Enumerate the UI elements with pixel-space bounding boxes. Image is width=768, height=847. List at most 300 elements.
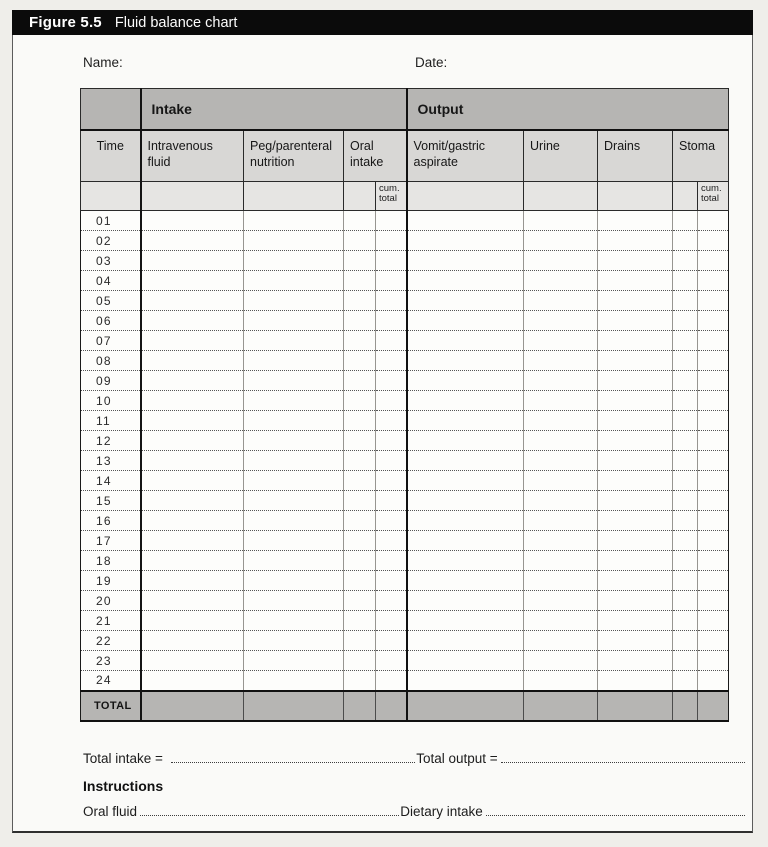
entry-cell-drains bbox=[598, 211, 673, 231]
entry-cell-stoma-cum-total bbox=[698, 411, 729, 431]
time-row bbox=[81, 371, 729, 391]
dietary-intake-fill-line bbox=[486, 815, 745, 816]
entry-cell-drains bbox=[598, 531, 673, 551]
entry-cell-peg bbox=[244, 611, 344, 631]
figure-content bbox=[12, 35, 753, 833]
entry-cell-intravenous bbox=[141, 491, 244, 511]
entry-cell-stoma-cum-total bbox=[698, 551, 729, 571]
entry-cell-vomit bbox=[407, 231, 524, 251]
figure-titlebar bbox=[12, 10, 753, 35]
entry-cell-drains bbox=[598, 411, 673, 431]
instructions-heading: Instructions bbox=[83, 777, 164, 794]
entry-cell-oral bbox=[344, 471, 376, 491]
totals-line bbox=[83, 751, 746, 766]
entry-cell-stoma-cum-total bbox=[698, 571, 729, 591]
oral-cum-total-label: cum. total bbox=[376, 182, 407, 211]
entry-cell-oral-cum-total bbox=[376, 371, 407, 391]
entry-cell-stoma-cum-total bbox=[698, 211, 729, 231]
entry-cell-vomit bbox=[407, 511, 524, 531]
entry-cell-drains bbox=[598, 271, 673, 291]
entry-cell-stoma bbox=[673, 591, 698, 611]
time-cell: 10 bbox=[81, 391, 141, 411]
entry-cell-intravenous bbox=[141, 211, 244, 231]
intake-group-header: Intake bbox=[141, 89, 407, 130]
entry-cell-vomit bbox=[407, 211, 524, 231]
entry-cell-oral bbox=[344, 311, 376, 331]
entry-cell-drains bbox=[598, 631, 673, 651]
entry-cell-stoma bbox=[673, 351, 698, 371]
entry-cell-intravenous bbox=[141, 411, 244, 431]
entry-cell-drains bbox=[598, 471, 673, 491]
entry-cell-peg bbox=[244, 311, 344, 331]
entry-cell-stoma-cum-total bbox=[698, 291, 729, 311]
entry-cell-oral bbox=[344, 611, 376, 631]
entry-cell-oral-cum-total bbox=[376, 271, 407, 291]
total-cell-stoma bbox=[673, 691, 698, 721]
entry-cell-intravenous bbox=[141, 391, 244, 411]
entry-cell-oral-cum-total bbox=[376, 211, 407, 231]
total-label: TOTAL bbox=[81, 691, 141, 721]
entry-cell-stoma bbox=[673, 291, 698, 311]
time-row bbox=[81, 331, 729, 351]
time-row bbox=[81, 511, 729, 531]
entry-cell-vomit bbox=[407, 471, 524, 491]
entry-cell-urine bbox=[524, 571, 598, 591]
entry-cell-intravenous bbox=[141, 591, 244, 611]
entry-cell-vomit bbox=[407, 491, 524, 511]
entry-cell-urine bbox=[524, 351, 598, 371]
entry-cell-peg bbox=[244, 211, 344, 231]
col-header-vomit-gastric-aspirate: Vomit/gastric aspirate bbox=[407, 130, 524, 182]
time-row bbox=[81, 591, 729, 611]
entry-cell-oral bbox=[344, 491, 376, 511]
entry-cell-stoma bbox=[673, 571, 698, 591]
entry-cell-drains bbox=[598, 311, 673, 331]
entry-cell-urine bbox=[524, 211, 598, 231]
entry-cell-stoma-cum-total bbox=[698, 251, 729, 271]
entry-cell-stoma-cum-total bbox=[698, 271, 729, 291]
time-cell: 23 bbox=[81, 651, 141, 671]
entry-cell-urine bbox=[524, 611, 598, 631]
entry-cell-oral-cum-total bbox=[376, 311, 407, 331]
sub-header-cell bbox=[141, 182, 244, 211]
sub-header-cell bbox=[524, 182, 598, 211]
entry-cell-urine bbox=[524, 531, 598, 551]
entry-cell-stoma bbox=[673, 631, 698, 651]
entry-cell-vomit bbox=[407, 571, 524, 591]
entry-cell-drains bbox=[598, 611, 673, 631]
entry-cell-stoma bbox=[673, 371, 698, 391]
figure-number: Figure 5.5 bbox=[29, 14, 102, 31]
entry-cell-peg bbox=[244, 551, 344, 571]
time-cell: 07 bbox=[81, 331, 141, 351]
entry-cell-vomit bbox=[407, 291, 524, 311]
time-row bbox=[81, 491, 729, 511]
dietary-intake-label: Dietary intake bbox=[400, 803, 483, 819]
entry-cell-stoma bbox=[673, 331, 698, 351]
entry-cell-urine bbox=[524, 671, 598, 691]
entry-cell-stoma-cum-total bbox=[698, 351, 729, 371]
entry-cell-drains bbox=[598, 291, 673, 311]
time-row bbox=[81, 531, 729, 551]
entry-cell-vomit bbox=[407, 411, 524, 431]
entry-cell-oral-cum-total bbox=[376, 571, 407, 591]
entry-cell-oral-cum-total bbox=[376, 411, 407, 431]
entry-cell-oral bbox=[344, 231, 376, 251]
time-row bbox=[81, 351, 729, 371]
col-header-intravenous-fluid: Intravenous fluid bbox=[141, 130, 244, 182]
entry-cell-oral-cum-total bbox=[376, 671, 407, 691]
entry-cell-oral-cum-total bbox=[376, 331, 407, 351]
entry-cell-oral-cum-total bbox=[376, 511, 407, 531]
entry-cell-oral bbox=[344, 411, 376, 431]
time-row bbox=[81, 311, 729, 331]
time-row bbox=[81, 391, 729, 411]
total-cell-stoma-cum bbox=[698, 691, 729, 721]
entry-cell-stoma-cum-total bbox=[698, 371, 729, 391]
entry-cell-vomit bbox=[407, 331, 524, 351]
col-header-urine: Urine bbox=[524, 130, 598, 182]
total-cell-vomit bbox=[407, 691, 524, 721]
total-output-label: Total output = bbox=[416, 750, 498, 766]
time-row bbox=[81, 671, 729, 691]
entry-cell-peg bbox=[244, 251, 344, 271]
entry-cell-oral bbox=[344, 591, 376, 611]
time-cell: 15 bbox=[81, 491, 141, 511]
time-row bbox=[81, 651, 729, 671]
entry-cell-intravenous bbox=[141, 471, 244, 491]
entry-cell-stoma-cum-total bbox=[698, 531, 729, 551]
fluid-balance-table bbox=[80, 88, 729, 722]
entry-cell-oral bbox=[344, 331, 376, 351]
entry-cell-intravenous bbox=[141, 351, 244, 371]
entry-cell-peg bbox=[244, 591, 344, 611]
entry-cell-peg bbox=[244, 651, 344, 671]
entry-cell-stoma-cum-total bbox=[698, 631, 729, 651]
time-cell: 13 bbox=[81, 451, 141, 471]
oral-fluid-label: Oral fluid bbox=[83, 803, 138, 819]
time-cell: 04 bbox=[81, 271, 141, 291]
col-header-stoma: Stoma bbox=[673, 130, 729, 182]
entry-cell-drains bbox=[598, 671, 673, 691]
entry-cell-stoma bbox=[673, 391, 698, 411]
entry-cell-peg bbox=[244, 291, 344, 311]
entry-cell-oral-cum-total bbox=[376, 551, 407, 571]
entry-cell-vomit bbox=[407, 631, 524, 651]
time-cell: 08 bbox=[81, 351, 141, 371]
entry-cell-peg bbox=[244, 271, 344, 291]
entry-cell-stoma-cum-total bbox=[698, 231, 729, 251]
time-cell: 17 bbox=[81, 531, 141, 551]
entry-cell-stoma bbox=[673, 491, 698, 511]
entry-cell-stoma-cum-total bbox=[698, 311, 729, 331]
total-intake-fill-line bbox=[171, 762, 415, 763]
time-row bbox=[81, 291, 729, 311]
entry-cell-stoma bbox=[673, 231, 698, 251]
entry-cell-peg bbox=[244, 471, 344, 491]
sub-header-cell bbox=[81, 182, 141, 211]
entry-cell-stoma-cum-total bbox=[698, 611, 729, 631]
time-row bbox=[81, 451, 729, 471]
entry-cell-stoma-cum-total bbox=[698, 591, 729, 611]
entry-cell-stoma bbox=[673, 431, 698, 451]
oral-fluid-fill-line bbox=[140, 815, 399, 816]
sub-header-cell bbox=[244, 182, 344, 211]
entry-cell-oral-cum-total bbox=[376, 651, 407, 671]
time-cell: 01 bbox=[81, 211, 141, 231]
entry-cell-vomit bbox=[407, 651, 524, 671]
entry-cell-drains bbox=[598, 511, 673, 531]
entry-cell-vomit bbox=[407, 371, 524, 391]
time-row bbox=[81, 251, 729, 271]
entry-cell-peg bbox=[244, 571, 344, 591]
entry-cell-stoma-cum-total bbox=[698, 671, 729, 691]
entry-cell-stoma bbox=[673, 531, 698, 551]
entry-cell-drains bbox=[598, 571, 673, 591]
group-header-row bbox=[81, 89, 729, 130]
time-row bbox=[81, 211, 729, 231]
entry-cell-intravenous bbox=[141, 371, 244, 391]
entry-cell-stoma bbox=[673, 451, 698, 471]
entry-cell-stoma bbox=[673, 611, 698, 631]
entry-cell-intravenous bbox=[141, 331, 244, 351]
entry-cell-urine bbox=[524, 271, 598, 291]
entry-cell-oral bbox=[344, 631, 376, 651]
entry-cell-oral-cum-total bbox=[376, 451, 407, 471]
entry-cell-oral-cum-total bbox=[376, 491, 407, 511]
entry-cell-oral bbox=[344, 251, 376, 271]
entry-cell-urine bbox=[524, 291, 598, 311]
entry-cell-oral bbox=[344, 391, 376, 411]
entry-cell-drains bbox=[598, 451, 673, 471]
sub-header-row bbox=[81, 182, 729, 211]
entry-cell-oral bbox=[344, 271, 376, 291]
entry-cell-vomit bbox=[407, 251, 524, 271]
entry-cell-oral-cum-total bbox=[376, 231, 407, 251]
name-label: Name: bbox=[83, 55, 123, 70]
entry-cell-oral bbox=[344, 351, 376, 371]
entry-cell-oral bbox=[344, 571, 376, 591]
entry-cell-intravenous bbox=[141, 291, 244, 311]
sub-header-cell bbox=[407, 182, 524, 211]
entry-cell-drains bbox=[598, 331, 673, 351]
total-intake-label: Total intake = bbox=[83, 750, 163, 766]
entry-cell-oral bbox=[344, 551, 376, 571]
entry-cell-intravenous bbox=[141, 631, 244, 651]
entry-cell-stoma-cum-total bbox=[698, 391, 729, 411]
entry-cell-stoma bbox=[673, 671, 698, 691]
entry-cell-intravenous bbox=[141, 671, 244, 691]
entry-cell-vomit bbox=[407, 591, 524, 611]
entry-cell-vomit bbox=[407, 391, 524, 411]
entry-cell-intravenous bbox=[141, 251, 244, 271]
col-header-peg-parenteral-nutrition: Peg/parenteral nutrition bbox=[244, 130, 344, 182]
time-row bbox=[81, 431, 729, 451]
entry-cell-peg bbox=[244, 391, 344, 411]
figure-frame bbox=[12, 10, 753, 833]
entry-cell-urine bbox=[524, 511, 598, 531]
entry-cell-oral bbox=[344, 431, 376, 451]
entry-cell-drains bbox=[598, 591, 673, 611]
entry-cell-drains bbox=[598, 391, 673, 411]
oral-dietary-line bbox=[83, 804, 746, 819]
entry-cell-urine bbox=[524, 471, 598, 491]
time-row bbox=[81, 571, 729, 591]
entry-cell-oral bbox=[344, 531, 376, 551]
total-cell-peg bbox=[244, 691, 344, 721]
total-cell-oral-cum bbox=[376, 691, 407, 721]
time-cell: 02 bbox=[81, 231, 141, 251]
entry-cell-intravenous bbox=[141, 511, 244, 531]
entry-cell-urine bbox=[524, 591, 598, 611]
time-cell: 22 bbox=[81, 631, 141, 651]
entry-cell-oral bbox=[344, 211, 376, 231]
col-header-oral-intake: Oral intake bbox=[344, 130, 407, 182]
entry-cell-vomit bbox=[407, 351, 524, 371]
time-cell: 03 bbox=[81, 251, 141, 271]
col-header-time: Time bbox=[81, 130, 141, 182]
group-header-spacer bbox=[81, 89, 141, 130]
entry-cell-stoma bbox=[673, 651, 698, 671]
entry-cell-peg bbox=[244, 371, 344, 391]
entry-cell-peg bbox=[244, 351, 344, 371]
table-header bbox=[81, 89, 729, 211]
time-row bbox=[81, 411, 729, 431]
entry-cell-stoma-cum-total bbox=[698, 491, 729, 511]
entry-cell-urine bbox=[524, 431, 598, 451]
entry-cell-vomit bbox=[407, 671, 524, 691]
entry-cell-urine bbox=[524, 231, 598, 251]
entry-cell-stoma-cum-total bbox=[698, 451, 729, 471]
entry-cell-peg bbox=[244, 411, 344, 431]
entry-cell-urine bbox=[524, 451, 598, 471]
entry-cell-stoma bbox=[673, 551, 698, 571]
entry-cell-vomit bbox=[407, 271, 524, 291]
entry-cell-vomit bbox=[407, 431, 524, 451]
entry-cell-stoma-cum-total bbox=[698, 331, 729, 351]
entry-cell-peg bbox=[244, 671, 344, 691]
total-cell-urine bbox=[524, 691, 598, 721]
entry-cell-drains bbox=[598, 491, 673, 511]
entry-cell-stoma bbox=[673, 411, 698, 431]
entry-cell-peg bbox=[244, 511, 344, 531]
time-cell: 06 bbox=[81, 311, 141, 331]
entry-cell-vomit bbox=[407, 311, 524, 331]
time-cell: 20 bbox=[81, 591, 141, 611]
entry-cell-urine bbox=[524, 331, 598, 351]
date-label: Date: bbox=[415, 55, 448, 70]
time-cell: 21 bbox=[81, 611, 141, 631]
entry-cell-vomit bbox=[407, 551, 524, 571]
time-row bbox=[81, 231, 729, 251]
entry-cell-intravenous bbox=[141, 271, 244, 291]
entry-cell-drains bbox=[598, 551, 673, 571]
entry-cell-vomit bbox=[407, 611, 524, 631]
total-output-fill-line bbox=[501, 762, 745, 763]
entry-cell-oral bbox=[344, 511, 376, 531]
entry-cell-oral-cum-total bbox=[376, 611, 407, 631]
sub-header-cell bbox=[344, 182, 376, 211]
time-row bbox=[81, 271, 729, 291]
entry-cell-oral-cum-total bbox=[376, 251, 407, 271]
time-cell: 11 bbox=[81, 411, 141, 431]
entry-cell-stoma bbox=[673, 251, 698, 271]
entry-cell-urine bbox=[524, 491, 598, 511]
time-row bbox=[81, 631, 729, 651]
entry-cell-drains bbox=[598, 231, 673, 251]
entry-cell-intravenous bbox=[141, 571, 244, 591]
total-row bbox=[81, 691, 729, 721]
entry-cell-peg bbox=[244, 631, 344, 651]
entry-cell-stoma bbox=[673, 471, 698, 491]
entry-cell-stoma bbox=[673, 511, 698, 531]
entry-cell-urine bbox=[524, 631, 598, 651]
sub-header-cell bbox=[673, 182, 698, 211]
entry-cell-oral-cum-total bbox=[376, 351, 407, 371]
entry-cell-oral-cum-total bbox=[376, 291, 407, 311]
entry-cell-stoma-cum-total bbox=[698, 511, 729, 531]
entry-cell-stoma bbox=[673, 311, 698, 331]
time-cell: 18 bbox=[81, 551, 141, 571]
entry-cell-urine bbox=[524, 551, 598, 571]
entry-cell-oral-cum-total bbox=[376, 391, 407, 411]
entry-cell-urine bbox=[524, 651, 598, 671]
entry-cell-peg bbox=[244, 451, 344, 471]
entry-cell-peg bbox=[244, 431, 344, 451]
entry-cell-intravenous bbox=[141, 531, 244, 551]
entry-cell-intravenous bbox=[141, 651, 244, 671]
entry-cell-peg bbox=[244, 231, 344, 251]
entry-cell-urine bbox=[524, 391, 598, 411]
time-row bbox=[81, 471, 729, 491]
time-cell: 05 bbox=[81, 291, 141, 311]
time-cell: 16 bbox=[81, 511, 141, 531]
entry-cell-oral-cum-total bbox=[376, 591, 407, 611]
entry-cell-drains bbox=[598, 351, 673, 371]
name-date-row bbox=[13, 55, 752, 71]
entry-cell-stoma-cum-total bbox=[698, 651, 729, 671]
time-row bbox=[81, 551, 729, 571]
entry-cell-drains bbox=[598, 431, 673, 451]
entry-cell-intravenous bbox=[141, 311, 244, 331]
entry-cell-oral-cum-total bbox=[376, 471, 407, 491]
total-cell-drains bbox=[598, 691, 673, 721]
entry-cell-intravenous bbox=[141, 611, 244, 631]
entry-cell-oral-cum-total bbox=[376, 531, 407, 551]
sub-header-cell bbox=[598, 182, 673, 211]
entry-cell-vomit bbox=[407, 531, 524, 551]
entry-cell-stoma-cum-total bbox=[698, 471, 729, 491]
entry-cell-intravenous bbox=[141, 551, 244, 571]
entry-cell-oral-cum-total bbox=[376, 431, 407, 451]
time-cell: 12 bbox=[81, 431, 141, 451]
entry-cell-peg bbox=[244, 491, 344, 511]
figure-title: Fluid balance chart bbox=[114, 14, 238, 31]
entry-cell-oral bbox=[344, 371, 376, 391]
chart-footer bbox=[83, 751, 746, 819]
entry-cell-vomit bbox=[407, 451, 524, 471]
entry-cell-oral bbox=[344, 451, 376, 471]
time-cell: 19 bbox=[81, 571, 141, 591]
entry-cell-intravenous bbox=[141, 431, 244, 451]
time-cell: 14 bbox=[81, 471, 141, 491]
time-rows bbox=[81, 211, 729, 691]
entry-cell-oral bbox=[344, 651, 376, 671]
time-row bbox=[81, 611, 729, 631]
entry-cell-urine bbox=[524, 371, 598, 391]
entry-cell-oral bbox=[344, 671, 376, 691]
entry-cell-stoma-cum-total bbox=[698, 431, 729, 451]
